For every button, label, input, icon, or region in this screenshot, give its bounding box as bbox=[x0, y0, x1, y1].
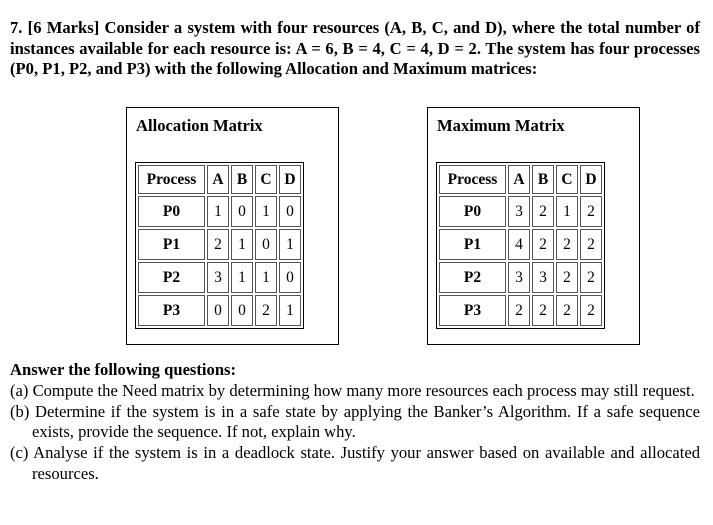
value-cell: 1 bbox=[255, 196, 277, 227]
allocation-matrix-box bbox=[126, 107, 339, 345]
value-cell: 0 bbox=[279, 196, 301, 227]
value-cell: 1 bbox=[207, 196, 229, 227]
table-row bbox=[138, 229, 301, 260]
process-cell: P1 bbox=[439, 229, 506, 260]
table-row bbox=[439, 295, 602, 326]
table-row bbox=[138, 196, 301, 227]
value-cell: 2 bbox=[580, 295, 602, 326]
value-cell: 3 bbox=[207, 262, 229, 293]
table-row bbox=[138, 262, 301, 293]
process-cell: P1 bbox=[138, 229, 205, 260]
maximum-matrix-box bbox=[427, 107, 640, 345]
value-cell: 2 bbox=[580, 262, 602, 293]
value-cell: 4 bbox=[508, 229, 530, 260]
value-cell: 0 bbox=[207, 295, 229, 326]
header-c: C bbox=[556, 165, 578, 194]
header-a: A bbox=[207, 165, 229, 194]
value-cell: 2 bbox=[255, 295, 277, 326]
value-cell: 1 bbox=[279, 229, 301, 260]
value-cell: 3 bbox=[532, 262, 554, 293]
process-cell: P2 bbox=[138, 262, 205, 293]
value-cell: 1 bbox=[255, 262, 277, 293]
value-cell: 0 bbox=[231, 196, 253, 227]
value-cell: 1 bbox=[556, 196, 578, 227]
value-cell: 2 bbox=[207, 229, 229, 260]
value-cell: 3 bbox=[508, 196, 530, 227]
maximum-matrix-title: Maximum Matrix bbox=[437, 116, 565, 135]
question-c: (c) Analyse if the system is in a deadlock state. Justify your answer based on available and allocated resources. bbox=[10, 443, 700, 483]
process-cell: P3 bbox=[138, 295, 205, 326]
value-cell: 2 bbox=[532, 196, 554, 227]
header-b: B bbox=[231, 165, 253, 194]
header-c: C bbox=[255, 165, 277, 194]
value-cell: 2 bbox=[532, 229, 554, 260]
header-a: A bbox=[508, 165, 530, 194]
value-cell: 2 bbox=[556, 262, 578, 293]
value-cell: 2 bbox=[556, 295, 578, 326]
header-process: Process bbox=[138, 165, 205, 194]
process-cell: P3 bbox=[439, 295, 506, 326]
questions-section bbox=[10, 360, 700, 485]
allocation-table bbox=[135, 162, 304, 329]
header-d: D bbox=[279, 165, 301, 194]
value-cell: 2 bbox=[532, 295, 554, 326]
table-row bbox=[439, 229, 602, 260]
questions-heading: Answer the following questions: bbox=[10, 360, 237, 379]
value-cell: 2 bbox=[580, 229, 602, 260]
header-process: Process bbox=[439, 165, 506, 194]
maximum-header-row bbox=[439, 165, 602, 194]
value-cell: 0 bbox=[255, 229, 277, 260]
process-cell: P2 bbox=[439, 262, 506, 293]
table-row bbox=[439, 262, 602, 293]
value-cell: 1 bbox=[231, 262, 253, 293]
question-intro: 7. [6 Marks] Consider a system with four resources (A, B, C, and D), where the total number of instances available for each resource is: A = 6, B = 4, C = 4, D = 2. The system has four processes (P0, P1, P2, and P3) with the following Allocation and Maximum matrices: bbox=[10, 18, 700, 78]
value-cell: 1 bbox=[279, 295, 301, 326]
value-cell: 2 bbox=[580, 196, 602, 227]
table-row bbox=[439, 196, 602, 227]
process-cell: P0 bbox=[439, 196, 506, 227]
maximum-table bbox=[436, 162, 605, 329]
value-cell: 0 bbox=[231, 295, 253, 326]
value-cell: 0 bbox=[279, 262, 301, 293]
value-cell: 2 bbox=[508, 295, 530, 326]
question-a: (a) Compute the Need matrix by determining how many more resources each process may still request. bbox=[10, 380, 695, 400]
value-cell: 1 bbox=[231, 229, 253, 260]
process-cell: P0 bbox=[138, 196, 205, 227]
value-cell: 2 bbox=[556, 229, 578, 260]
allocation-header-row bbox=[138, 165, 301, 194]
question-b: (b) Determine if the system is in a safe state by applying the Banker’s Algorithm. If a safe sequence exists, provide the sequence. If not, explain why. bbox=[10, 401, 700, 442]
value-cell: 3 bbox=[508, 262, 530, 293]
allocation-matrix-title: Allocation Matrix bbox=[136, 116, 263, 135]
header-d: D bbox=[580, 165, 602, 194]
header-b: B bbox=[532, 165, 554, 194]
table-row bbox=[138, 295, 301, 326]
